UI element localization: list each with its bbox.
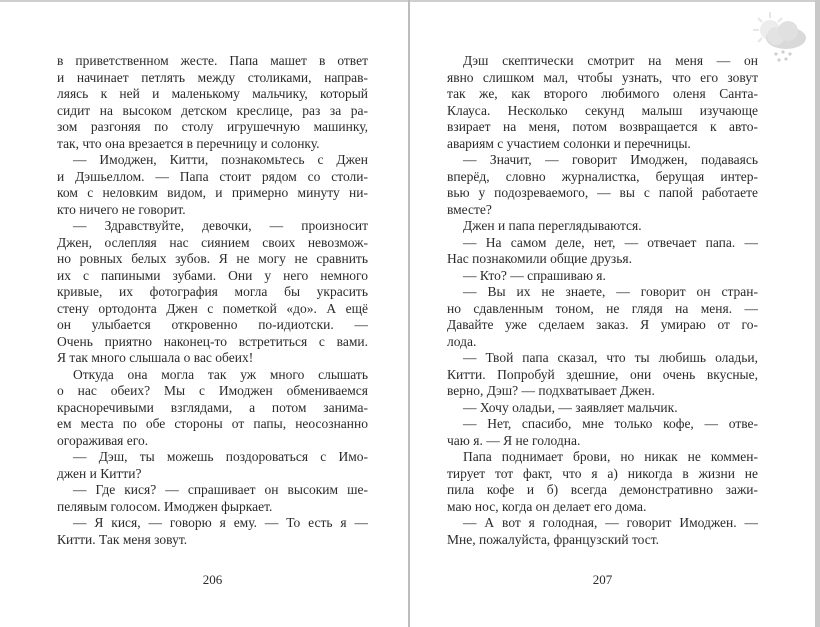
text-line: взирает на меня, потом возвращается к авто- [447, 119, 758, 134]
text-line: вперёд, словно журналистка, берущая интер- [447, 168, 758, 184]
text-line: верно, Дэш? — подхватывает Джен. [447, 383, 655, 398]
text-line: Джен и папа переглядываются. [463, 218, 642, 233]
text-line: авариям с участием солонки и перечницы. [447, 135, 691, 151]
text-line: Джен, ослепляя нас сиянием своих невозмож- [57, 234, 368, 250]
text-line: — Имоджен, Китти, познакомьтесь с Джен [73, 152, 368, 167]
text-line: явно слишком мал, чтобы узнать, что его зовут [447, 69, 758, 85]
text-line: вью у подозреваемого, — вы с папой работаете [447, 185, 758, 200]
text-line: — Значит, — говорит Имоджен, подаваясь [463, 152, 758, 167]
text-line: тирует тот факт, что я а) никогда в жизни не [447, 465, 758, 481]
text-line: Откуда она могла так уж много слышать [73, 366, 368, 382]
text-line: — Вы их не знаете, — говорит он стран- [463, 284, 758, 299]
sun-cloud-rain-icon[interactable] [750, 10, 812, 66]
text-line: в приветственном жесте. Папа машет в ответ [57, 53, 368, 68]
text-line: кривые, их фотография могла бы украсить [57, 284, 368, 299]
text-line: и Дэшьеллом. — Папа стоит рядом со столи- [57, 168, 368, 184]
scrollbar[interactable] [815, 0, 820, 627]
text-line: — Дэш, ты можешь поздороваться с Имо- [73, 449, 368, 464]
text-line: Давайте уже сделаем заказ. Я умираю от го- [447, 317, 758, 332]
text-line: чаю я. — Я не голодна. [447, 432, 581, 448]
text-line: ком с неловким видом, и примерно минуту ни- [57, 185, 368, 200]
text-line: — Нет, спасибо, мне только кофе, — отве- [463, 416, 758, 431]
text-line: Клауса. Несколько секунд малыш изучающе [447, 102, 758, 118]
text-line: — Кто? — спрашиваю я. [463, 267, 606, 283]
left-page-number: 206 [202, 572, 223, 587]
text-line: — Твой папа сказал, что ты любишь оладьи, [463, 350, 758, 365]
text-line: Папа поднимает брови, но никак не коммен- [463, 449, 758, 464]
text-line: Нас познакомили общие друзья. [447, 251, 632, 266]
text-line: пелявым голосом. Имоджен фыркает. [57, 498, 273, 514]
text-line: маю нос, когда он делает его дома. [447, 498, 647, 514]
text-line: ляясь к ней и маленькому мальчику, который [57, 86, 368, 101]
text-line: Мне, пожалуйста, французский тост. [447, 531, 660, 547]
text-line: огораживая его. [57, 432, 149, 448]
text-line: о нас обеих? Мы с Имоджен обмениваемся [57, 383, 368, 398]
text-line: но ровных белых зубов. Я не могу не сравнить [57, 251, 368, 266]
text-line: но сдавленным тоном, не глядя на меня. — [447, 300, 758, 316]
text-line: Я так много слышала о вас обеих! [57, 350, 254, 365]
text-line: — Здравствуйте, девочки, — произносит [73, 218, 368, 233]
text-line: ем места по обе стороны от папы, неосознанно [57, 416, 368, 431]
text-line: — На самом деле, нет, — отвечает папа. — [463, 234, 758, 250]
text-line: так, что она врезается в перечницу и солонку. [57, 135, 320, 151]
text-line: так же, как второго любимого оленя Санта- [447, 86, 758, 101]
text-line: лода. [447, 333, 477, 349]
text-line: красноречивыми взглядами, а потом занима- [57, 399, 368, 415]
text-line: зом разгоняя по столу игрушечную машинку, [57, 119, 368, 134]
text-line: Очень приятно наконец-то встретиться с вами. [57, 333, 368, 349]
text-line: и начинает петлять между столиками, направ- [57, 69, 368, 85]
text-line: Дэш скептически смотрит на меня — он [463, 53, 758, 68]
text-line: вместе? [447, 201, 492, 217]
right-page-number: 207 [592, 572, 613, 587]
text-line: — А вот я голодная, — говорит Имоджен. — [463, 515, 758, 530]
book-spine-divider [408, 0, 410, 627]
text-line: он улыбается откровенно по-идиотски. — [57, 317, 368, 332]
right-page-text [447, 53, 758, 548]
text-line: — Где кися? — спрашивает он высоким ше- [73, 482, 368, 497]
window-top-border [0, 0, 820, 2]
text-line: — Я кися, — говорю я ему. — То есть я — [73, 515, 368, 530]
text-line: пила кофе и б) всегда демонстративно зажи- [447, 482, 758, 497]
left-page-text [57, 53, 368, 548]
text-line: сидит на высоком детском креслице, раз за ра- [57, 102, 368, 118]
text-line: кто ничего не говорит. [57, 201, 186, 217]
text-line: Китти. Так меня зовут. [57, 531, 188, 547]
text-line: джен и Китти? [57, 465, 142, 481]
text-line: Китти. Попробуй здешние, они очень вкусные, [447, 366, 758, 382]
text-line: стену ортодонта Джен с пометкой «до». А ещё [57, 300, 368, 316]
text-line: — Хочу оладьи, — заявляет мальчик. [463, 399, 678, 415]
text-line: их с папиными зубами. Они у него немного [57, 267, 368, 283]
